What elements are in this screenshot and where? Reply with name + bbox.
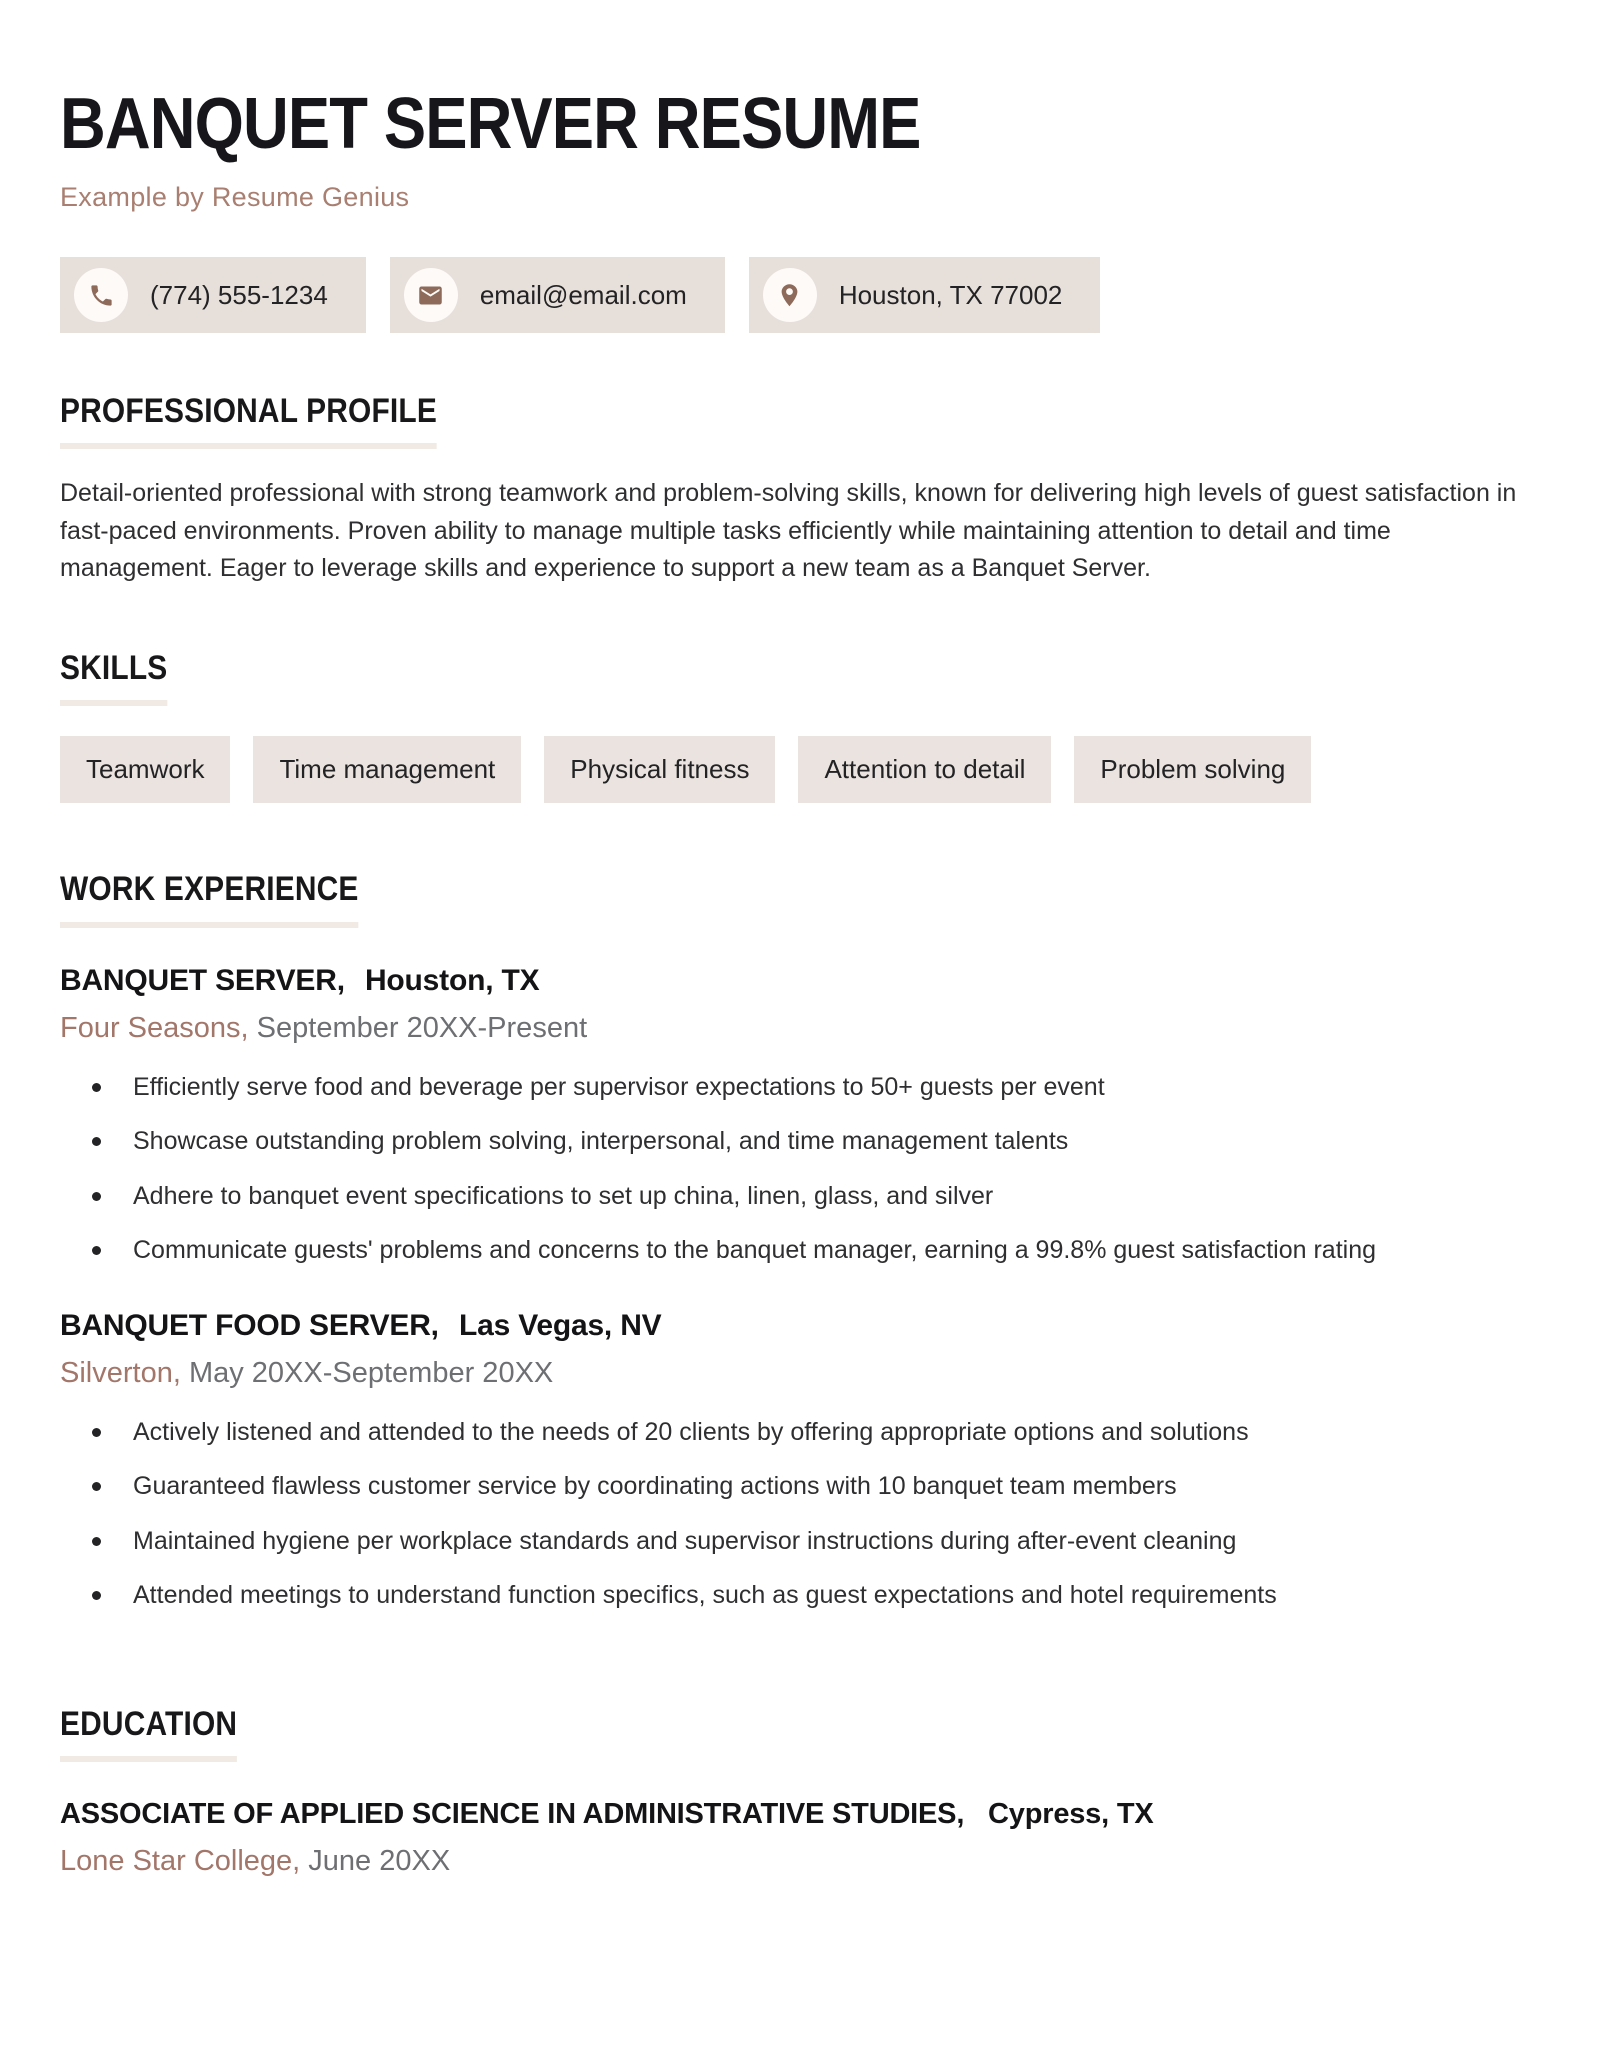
skill-pill: Teamwork — [60, 736, 230, 803]
contact-location — [749, 257, 1101, 333]
job-bullet: Maintained hygiene per workplace standards and supervisor instructions during after-event cleaning — [60, 1525, 1540, 1558]
job-bullet: Attended meetings to understand function specifics, such as guest expectations and hotel requirements — [60, 1579, 1540, 1612]
job-entry — [60, 964, 1540, 1267]
heading-underline — [60, 922, 359, 928]
school-name: Lone Star College, — [60, 1845, 301, 1878]
job-bullet-list — [60, 1071, 1540, 1267]
job-meta — [60, 1012, 1540, 1045]
job-employer: Four Seasons, — [60, 1011, 249, 1044]
degree-name: ASSOCIATE OF APPLIED SCIENCE IN ADMINISTRATIVE STUDIES, — [60, 1798, 965, 1831]
section-work-experience — [60, 871, 1540, 1611]
email-address: email@email.com — [479, 279, 687, 310]
job-location: Houston, TX — [364, 963, 540, 997]
job-role: BANQUET SERVER, — [60, 963, 345, 997]
skill-pill: Physical fitness — [544, 736, 775, 803]
profile-heading: PROFESSIONAL PROFILE — [60, 393, 437, 449]
education-heading: EDUCATION — [60, 1706, 237, 1762]
job-entry — [60, 1309, 1540, 1612]
phone-number: (774) 555-1234 — [150, 279, 328, 310]
graduation-date: June 20XX — [308, 1845, 451, 1878]
job-dates: September 20XX-Present — [256, 1011, 588, 1044]
skills-row — [60, 736, 1540, 803]
profile-summary: Detail-oriented professional with strong teamwork and problem-solving skills, known for delivering high levels of guest satisfaction in fast-paced environments. Proven ability to manage multiple tasks efficiently while maintaining attention to detail and time management. Eager to leverage skills and experience to support a new team as a Banquet Server. — [60, 479, 1517, 583]
heading-underline — [60, 443, 437, 449]
contact-phone — [60, 257, 366, 333]
location-icon — [763, 268, 817, 322]
section-education — [60, 1706, 1540, 1878]
job-meta — [60, 1357, 1540, 1390]
skill-pill: Time management — [253, 736, 521, 803]
job-title — [60, 1309, 1540, 1343]
location-text: Houston, TX 77002 — [838, 279, 1063, 310]
phone-icon — [74, 268, 128, 322]
job-bullet: Showcase outstanding problem solving, interpersonal, and time management talents — [60, 1125, 1540, 1158]
job-location: Las Vegas, NV — [458, 1308, 662, 1342]
contact-email — [390, 257, 725, 333]
page-subtitle: Example by Resume Genius — [60, 182, 410, 212]
email-icon — [404, 268, 458, 322]
job-bullet-list — [60, 1416, 1540, 1612]
job-bullet: Efficiently serve food and beverage per supervisor expectations to 50+ guests per event — [60, 1071, 1540, 1104]
degree-line — [60, 1798, 1540, 1831]
contact-row — [60, 257, 1540, 333]
degree-location: Cypress, TX — [988, 1798, 1154, 1831]
skills-heading: SKILLS — [60, 650, 167, 706]
school-line — [60, 1845, 1540, 1878]
skill-pill: Problem solving — [1074, 736, 1311, 803]
job-bullet: Communicate guests' problems and concerns to the banquet manager, earning a 99.8% guest satisfaction rating — [60, 1234, 1540, 1267]
heading-underline — [60, 1756, 237, 1762]
job-bullet: Adhere to banquet event specifications to set up china, linen, glass, and silver — [60, 1180, 1540, 1213]
heading-underline — [60, 700, 167, 706]
page-title: BANQUET SERVER RESUME — [60, 84, 921, 164]
section-skills — [60, 650, 1540, 803]
section-professional-profile — [60, 393, 1540, 588]
experience-heading: WORK EXPERIENCE — [60, 871, 359, 927]
job-bullet: Actively listened and attended to the needs of 20 clients by offering appropriate options and solutions — [60, 1416, 1540, 1449]
job-dates: May 20XX-September 20XX — [188, 1356, 554, 1389]
job-bullet: Guaranteed flawless customer service by coordinating actions with 10 banquet team members — [60, 1470, 1540, 1503]
job-employer: Silverton, — [60, 1356, 181, 1389]
job-role: BANQUET FOOD SERVER, — [60, 1308, 439, 1342]
job-title — [60, 964, 1540, 998]
skill-pill: Attention to detail — [798, 736, 1051, 803]
